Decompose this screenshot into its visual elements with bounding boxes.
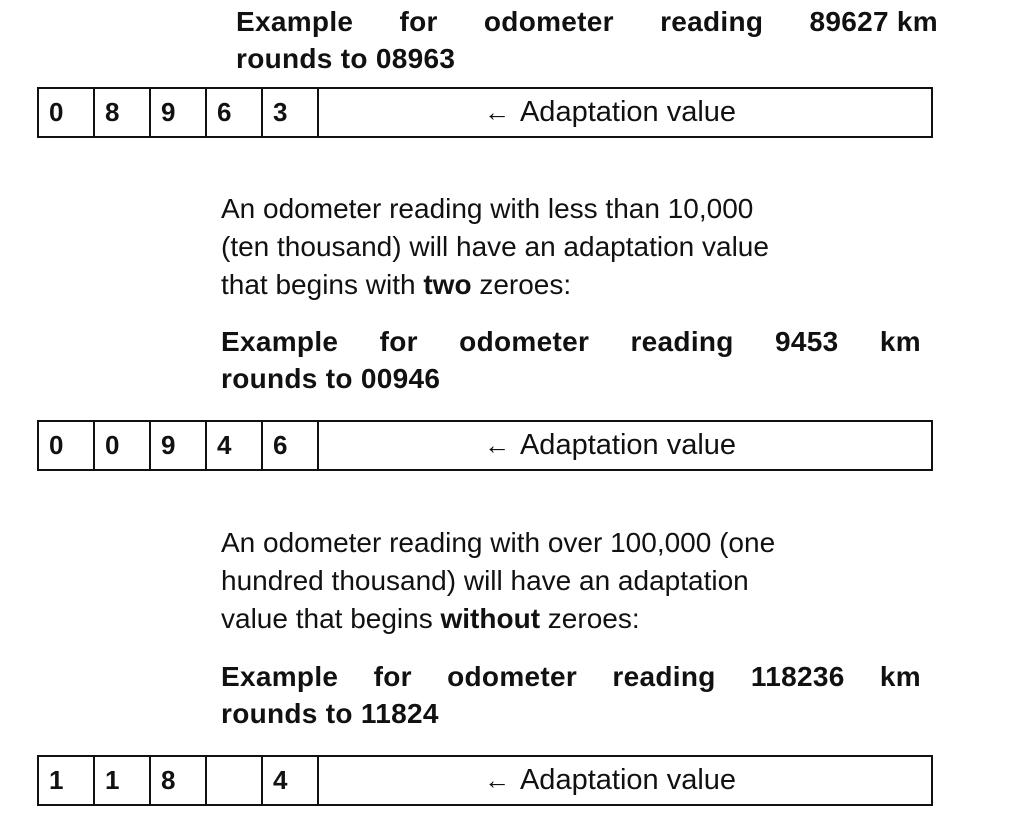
heading-word: reading	[630, 326, 734, 357]
digit-cell: 4	[207, 422, 263, 469]
adaptation-value-text: Adaptation value	[519, 764, 737, 796]
paragraph-line	[221, 266, 769, 304]
heading-word: Example	[221, 326, 339, 357]
heading-word: odometer	[459, 326, 590, 357]
adaptation-value-label	[319, 422, 931, 469]
example-heading-line2: rounds to 00946	[221, 363, 441, 394]
digit-cell: 9	[151, 422, 207, 469]
paragraph-text: that begins with	[221, 269, 424, 300]
heading-word: Example	[221, 661, 339, 692]
paragraph-line: (ten thousand) will have an adaptation value	[221, 231, 769, 262]
paragraph-text: value that begins	[221, 603, 441, 634]
heading-word: reading	[660, 6, 764, 37]
paragraph-emphasis: without	[440, 603, 541, 634]
digit-cell: 1	[95, 757, 151, 804]
example-heading-line2: rounds to 08963	[236, 43, 456, 74]
digit-cell: 0	[39, 89, 95, 136]
heading-word: Example	[236, 6, 354, 37]
digit-cell: 0	[95, 422, 151, 469]
example-heading-2	[221, 323, 921, 397]
digit-cell: 0	[39, 422, 95, 469]
paragraph-text: zeroes:	[471, 269, 572, 300]
explanation-paragraph-1	[221, 190, 769, 304]
digit-cell: 8	[95, 89, 151, 136]
heading-word: odometer	[483, 6, 614, 37]
digit-cell	[207, 757, 263, 804]
adaptation-value-text: Adaptation value	[519, 429, 737, 461]
adaptation-value-label	[319, 757, 931, 804]
explanation-paragraph-2	[221, 524, 775, 638]
paragraph-line	[221, 600, 775, 638]
digit-cell: 6	[207, 89, 263, 136]
digit-cell: 3	[263, 89, 319, 136]
adaptation-value-label	[319, 89, 931, 136]
adaptation-value-box-1	[37, 87, 933, 138]
heading-word: km	[879, 661, 921, 692]
example-heading-line2: rounds to 11824	[221, 698, 439, 729]
paragraph-emphasis: two	[423, 269, 472, 300]
example-heading-line1	[236, 3, 938, 40]
heading-word: 118236	[750, 661, 845, 692]
example-heading-1	[236, 3, 938, 77]
paragraph-text: zeroes:	[540, 603, 640, 634]
digit-cell: 4	[263, 757, 319, 804]
heading-word: reading	[612, 661, 716, 692]
digit-cell: 8	[151, 757, 207, 804]
arrow-left-icon: ←	[483, 430, 510, 460]
example-heading-line1	[221, 323, 921, 360]
paragraph-line: hundred thousand) will have an adaptation	[221, 565, 749, 596]
paragraph-line: An odometer reading with over 100,000 (one	[221, 527, 776, 558]
digit-cell: 1	[39, 757, 95, 804]
heading-word: 89627 km	[809, 6, 938, 37]
digit-cell: 6	[263, 422, 319, 469]
arrow-left-icon: ←	[483, 97, 510, 127]
example-heading-3	[221, 658, 921, 732]
adaptation-value-box-3	[37, 755, 933, 806]
heading-word: for	[399, 6, 438, 37]
heading-word: odometer	[447, 661, 578, 692]
example-heading-line1	[221, 658, 921, 695]
paragraph-line: An odometer reading with less than 10,000	[221, 193, 754, 224]
heading-word: 9453	[775, 326, 839, 357]
heading-word: for	[379, 326, 418, 357]
heading-word: km	[879, 326, 921, 357]
adaptation-value-box-2	[37, 420, 933, 471]
heading-word: for	[373, 661, 412, 692]
adaptation-value-text: Adaptation value	[519, 96, 737, 128]
digit-cell: 9	[151, 89, 207, 136]
arrow-left-icon: ←	[483, 765, 510, 795]
